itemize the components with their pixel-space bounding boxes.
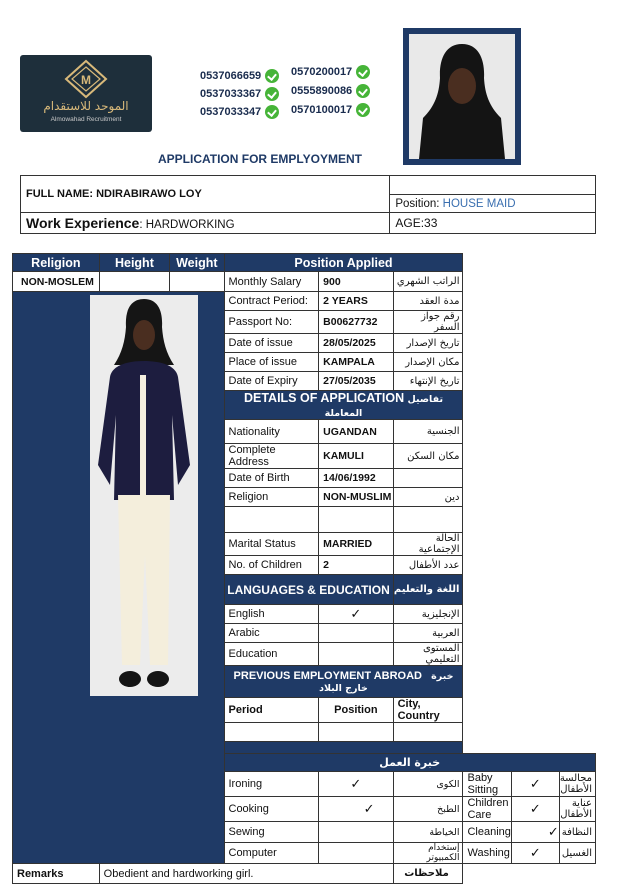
previous-city-cell bbox=[393, 723, 463, 742]
skill-washing: Washing bbox=[463, 843, 511, 864]
skill-sewing-arabic: الخياطة bbox=[393, 822, 463, 843]
contract-value: 2 YEARS bbox=[319, 292, 393, 311]
passport-label: Passport No: bbox=[224, 311, 319, 334]
skill-computer-check bbox=[319, 843, 393, 864]
section-spacer bbox=[224, 742, 463, 754]
position-applied-header: Position Applied bbox=[224, 254, 463, 272]
children-arabic: عدد الأطفال bbox=[393, 556, 463, 575]
phone-number: 0537033347 bbox=[200, 106, 262, 118]
skill-cleaning: Cleaning bbox=[463, 822, 511, 843]
phone-number: 0570100017 bbox=[291, 104, 353, 116]
age: AGE:33 bbox=[390, 213, 596, 234]
expiry-value: 27/05/2035 bbox=[319, 372, 393, 391]
skill-baby-sitting-arabic: مجالسة الأطفال bbox=[559, 772, 595, 797]
remarks-value: Obedient and hardworking girl. bbox=[99, 864, 393, 884]
arabic-check bbox=[319, 624, 393, 643]
salary-arabic: الراتب الشهري bbox=[393, 272, 463, 292]
expiry-arabic: تاريخ الإنتهاء bbox=[393, 372, 463, 391]
whatsapp-icon bbox=[356, 84, 370, 98]
languages-section-arabic: اللغة والتعليم bbox=[393, 575, 463, 605]
issue-date-value: 28/05/2025 bbox=[319, 334, 393, 353]
dob-label: Date of Birth bbox=[224, 469, 319, 488]
english-arabic: الإنجليزية bbox=[393, 605, 463, 624]
skill-children-care: Children Care bbox=[463, 797, 511, 822]
skill-baby-sitting-check-icon: ✓ bbox=[511, 772, 559, 797]
phone-number: 0555890086 bbox=[291, 85, 353, 97]
whatsapp-icon bbox=[265, 69, 279, 83]
logo-arabic-text: الموحد للاستقدام bbox=[43, 99, 129, 113]
education-check bbox=[319, 643, 393, 666]
whatsapp-icon bbox=[356, 103, 370, 117]
skill-cleaning-arabic: النظافة bbox=[559, 822, 595, 843]
education-arabic: المستوى التعليمي bbox=[393, 643, 463, 666]
marital-value: MARRIED bbox=[319, 533, 393, 556]
marital-arabic: الحالة الإجتماعية bbox=[393, 533, 463, 556]
whatsapp-icon bbox=[265, 105, 279, 119]
skill-washing-check-icon: ✓ bbox=[511, 843, 559, 864]
skill-sewing-check bbox=[319, 822, 393, 843]
skill-cooking: Cooking bbox=[224, 797, 319, 822]
portrait-photo bbox=[409, 34, 515, 159]
passport-arabic: رقم جواز السفر bbox=[393, 311, 463, 334]
address-value: KAMULI bbox=[319, 444, 393, 469]
previous-period-cell bbox=[224, 723, 319, 742]
position-header: Position bbox=[319, 698, 393, 723]
phones-left bbox=[200, 69, 279, 119]
children-label: No. of Children bbox=[224, 556, 319, 575]
nationality-label: Nationality bbox=[224, 420, 319, 444]
portrait-photo-frame bbox=[403, 28, 521, 165]
skill-washing-arabic: الغسيل bbox=[559, 843, 595, 864]
religion-detail-value: NON-MUSLIM bbox=[319, 488, 393, 507]
weight-value bbox=[170, 272, 224, 292]
dob-arabic bbox=[393, 469, 463, 488]
city-country-header: City, Country bbox=[393, 698, 463, 723]
issue-date-arabic: تاريخ الإصدار bbox=[393, 334, 463, 353]
phone-number: 0537033367 bbox=[200, 88, 262, 100]
skill-sewing: Sewing bbox=[224, 822, 319, 843]
position-cell: Position: HOUSE MAID bbox=[390, 195, 596, 213]
salary-label: Monthly Salary bbox=[224, 272, 319, 292]
skill-ironing-check-icon: ✓ bbox=[319, 772, 393, 797]
contract-arabic: مدة العقد bbox=[393, 292, 463, 311]
address-arabic: مكان السكن bbox=[393, 444, 463, 469]
phones-right bbox=[291, 65, 370, 117]
religion-header: Religion bbox=[13, 254, 100, 272]
skill-children-care-check-icon: ✓ bbox=[511, 797, 559, 822]
skill-computer: Computer bbox=[224, 843, 319, 864]
whatsapp-icon bbox=[265, 87, 279, 101]
children-value: 2 bbox=[319, 556, 393, 575]
skill-cooking-check-icon: ✓ bbox=[319, 797, 393, 822]
blank-label bbox=[224, 507, 319, 533]
blank-arabic bbox=[393, 507, 463, 533]
address-label: Complete Address bbox=[224, 444, 319, 469]
arabic-arabic: العربية bbox=[393, 624, 463, 643]
work-experience: Work Experience: HARDWORKING bbox=[21, 213, 390, 234]
phone-number: 0537066659 bbox=[200, 70, 262, 82]
skill-cleaning-check-icon: ✓ bbox=[511, 822, 559, 843]
previous-employment-header: PREVIOUS EMPLOYMENT ABROAD خبرة خارج البلاد bbox=[224, 666, 463, 698]
blank-value bbox=[319, 507, 393, 533]
languages-section-header: LANGUAGES & EDUCATION bbox=[224, 575, 393, 605]
height-header: Height bbox=[99, 254, 170, 272]
previous-position-cell bbox=[319, 723, 393, 742]
religion-value: NON-MOSLEM bbox=[13, 272, 100, 292]
religion-detail-label: Religion bbox=[224, 488, 319, 507]
applicant-info-table bbox=[20, 175, 596, 234]
skill-cooking-arabic: الطبخ bbox=[393, 797, 463, 822]
expiry-label: Date of Expiry bbox=[224, 372, 319, 391]
full-name: FULL NAME: NDIRABIRAWO LOY bbox=[21, 176, 390, 213]
issue-place-arabic: مكان الإصدار bbox=[393, 353, 463, 372]
english-check-icon: ✓ bbox=[319, 605, 393, 624]
issue-date-label: Date of issue bbox=[224, 334, 319, 353]
form-title: APPLICATION FOR EMPLYOYMENT bbox=[157, 152, 362, 166]
height-value bbox=[99, 272, 170, 292]
period-header: Period bbox=[224, 698, 319, 723]
full-body-photo bbox=[90, 295, 198, 696]
issue-place-label: Place of issue bbox=[224, 353, 319, 372]
svg-text:M: M bbox=[81, 73, 91, 87]
contract-label: Contract Period: bbox=[224, 292, 319, 311]
weight-header: Weight bbox=[170, 254, 224, 272]
marital-label: Marital Status bbox=[224, 533, 319, 556]
phone-number: 0570200017 bbox=[291, 66, 353, 78]
nationality-arabic: الجنسية bbox=[393, 420, 463, 444]
skill-ironing-arabic: الكوى bbox=[393, 772, 463, 797]
company-logo bbox=[20, 55, 152, 132]
salary-value: 900 bbox=[319, 272, 393, 292]
whatsapp-icon bbox=[356, 65, 370, 79]
work-experience-section-header: خبرة العمل bbox=[224, 754, 596, 772]
remarks-arabic: ملاحظات bbox=[393, 864, 463, 884]
passport-value: B00627732 bbox=[319, 311, 393, 334]
issue-place-value: KAMPALA bbox=[319, 353, 393, 372]
education-label: Education bbox=[224, 643, 319, 666]
skill-children-care-arabic: عناية الأطفال bbox=[559, 797, 595, 822]
skill-computer-arabic: إستخدام الكمبيوتر bbox=[393, 843, 463, 864]
logo-emblem-icon bbox=[20, 55, 152, 99]
skill-ironing: Ironing bbox=[224, 772, 319, 797]
english-label: English bbox=[224, 605, 319, 624]
remarks-label: Remarks bbox=[13, 864, 100, 884]
religion-detail-arabic: دين bbox=[393, 488, 463, 507]
arabic-label: Arabic bbox=[224, 624, 319, 643]
details-section-header: DETAILS OF APPLICATION تفاصيل المعاملة bbox=[224, 391, 463, 420]
dob-value: 14/06/1992 bbox=[319, 469, 393, 488]
logo-english-text: Almowahad Recruitment bbox=[50, 116, 122, 123]
nationality-value: UGANDAN bbox=[319, 420, 393, 444]
skill-baby-sitting: Baby Sitting bbox=[463, 772, 511, 797]
